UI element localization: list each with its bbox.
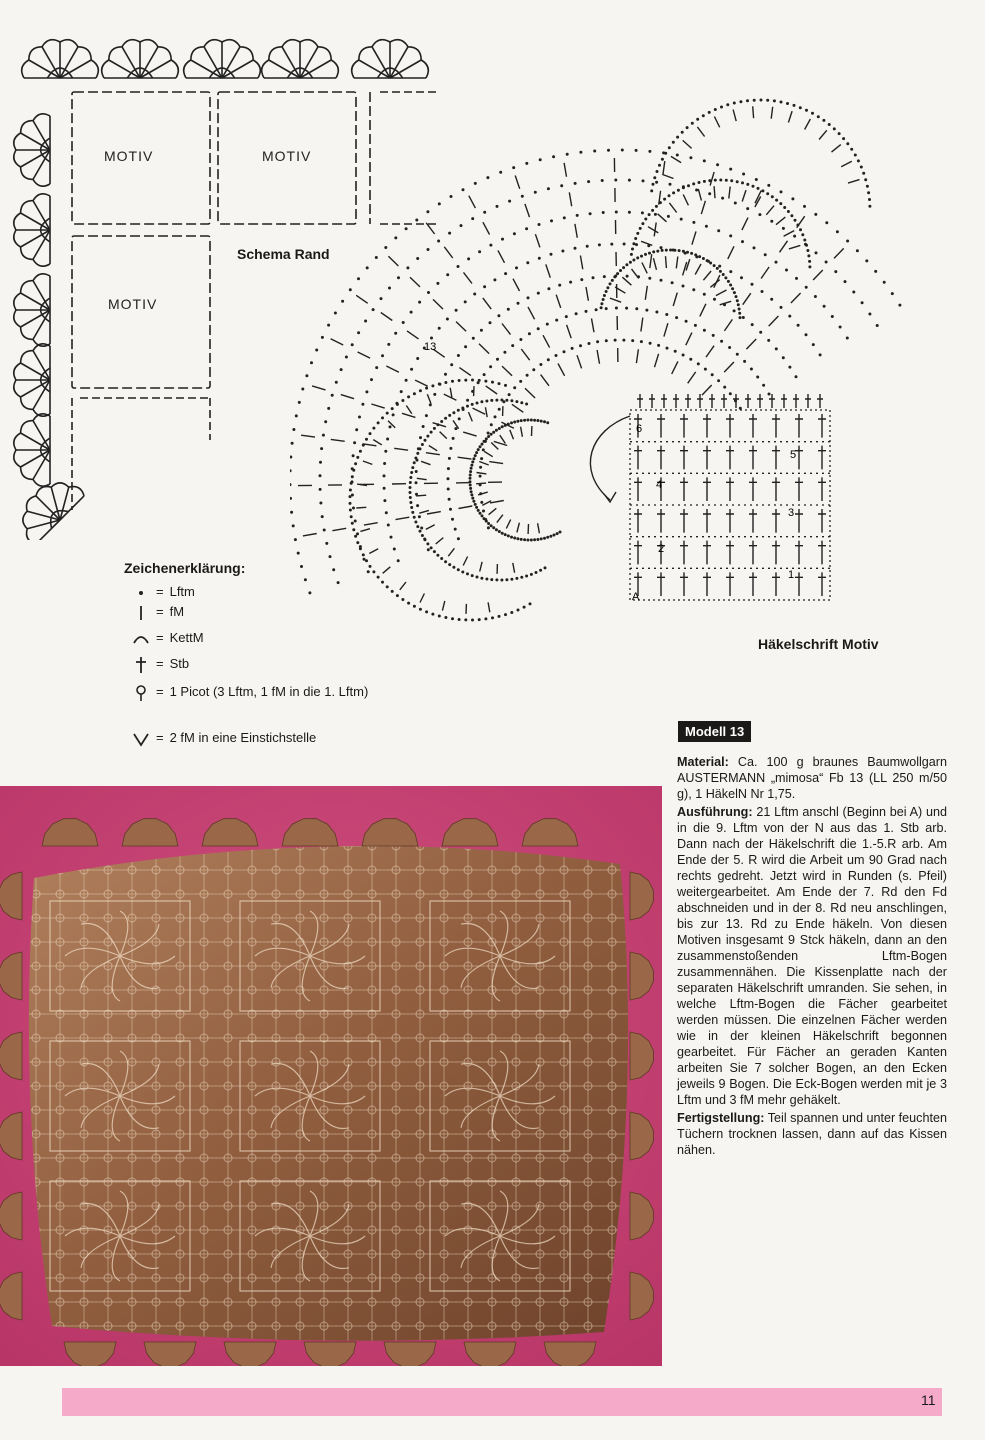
- row-label: 6: [636, 423, 643, 435]
- legend-item: = Stb: [132, 656, 189, 674]
- legend-text: KettM: [169, 630, 204, 645]
- fertigstellung-paragraph: [677, 1110, 947, 1158]
- arc-icon: [132, 630, 150, 648]
- v-icon: [132, 730, 150, 748]
- motif-box: [72, 236, 210, 388]
- legend-item: = 1 Picot (3 Lftm, 1 fM in die 1. Lftm): [132, 684, 372, 702]
- footer-color-bar: [62, 1388, 942, 1416]
- instructions-text: [677, 754, 947, 1160]
- vertical-bar-icon: [132, 604, 150, 622]
- motif-label: MOTIV: [262, 148, 312, 164]
- pillow-photo: [0, 786, 662, 1366]
- row-label: 2: [658, 543, 665, 555]
- model-badge: Modell 13: [678, 721, 751, 742]
- legend-text: 1 Picot (3 Lftm, 1 fM in die 1. Lftm): [169, 684, 369, 699]
- picot-icon: [132, 684, 150, 702]
- fertigstellung-text: Teil spannen und unter feuchten Tüchern trocknen lassen, dann auf das Kissen nähen.: [677, 1111, 947, 1157]
- fan-shape: [14, 114, 50, 186]
- legend-item: = KettM: [132, 630, 204, 648]
- start-label: A: [632, 591, 640, 603]
- legend-title: Zeichenerklärung:: [124, 560, 246, 576]
- fan-shape: [14, 274, 50, 346]
- legend-item: = Lftm: [132, 584, 195, 602]
- fan-shape: [14, 194, 50, 266]
- fan-shape: [184, 40, 261, 78]
- legend-item: = 2 fM in eine Einstichstelle: [132, 730, 316, 748]
- fan-shape: [9, 469, 86, 540]
- dot-icon: [132, 584, 150, 602]
- ausfuehrung-text: 21 Lftm anschl (Beginn bei A) und in die 9. Lftm von der N aus das 1. Stb arb. Dann nach der Häkelschrift die 1.-5.R arb. Am Ende der 5. R wird die Arbeit um 90 Grad nach rechts gedreht. Jetzt wird in Runden (s. Pfeil) weitergearbeitet. Am Ende der 7. Rd den Fd abschneiden und in der 8. Rd neu anschlingen, bis zur 13. Rd zu Ende häkeln. Von diesen Motiven insgesamt 9 Stck häkeln, dann an den zusammenstoßenden Lftm-Bogen zusammennähen. Die Kissenplatte nach der separaten Häkelschrift umranden. Sie sehen, in welche Lftm-Bogen die Fächer gearbeitet werden müssen. Die einzelnen Fächer werden wie in der kleinen Häkelschrift begonnen gearbeitet. Für Fächer an geraden Kanten arbeiten Sie 7 solcher Bogen, an den Ecken jeweils 9 Bogen. Die Eck-Bogen werden mit je 3 Lftm und 3 fM mehr gehäkelt.: [677, 805, 947, 1107]
- material-paragraph: [677, 754, 947, 802]
- schema-rand-caption: Schema Rand: [237, 246, 330, 262]
- fan-shape: [14, 414, 50, 486]
- legend-text: Stb: [169, 656, 190, 671]
- legend-item: = fM: [132, 604, 184, 622]
- ausfuehrung-paragraph: [677, 804, 947, 1108]
- fan-shape: [22, 40, 99, 78]
- material-label: Material:: [677, 755, 729, 769]
- legend-text: 2 fM in eine Einstichstelle: [169, 730, 317, 745]
- row-label: 3: [788, 507, 795, 519]
- fan-shape: [14, 344, 50, 416]
- direction-arrow: [590, 416, 630, 500]
- motif-label: MOTIV: [108, 296, 158, 312]
- haekelschrift-drawing: [290, 60, 950, 720]
- legend-text: fM: [169, 604, 185, 619]
- row-label: 5: [790, 449, 797, 461]
- fan-shape: [102, 40, 179, 78]
- row-label: 13: [424, 341, 437, 353]
- page-number: 11: [921, 1392, 936, 1408]
- row-label: 4: [656, 479, 663, 491]
- fertigstellung-label: Fertigstellung:: [677, 1111, 765, 1125]
- row-label: 1: [788, 569, 795, 581]
- haekelschrift-caption: Häkelschrift Motiv: [758, 636, 879, 652]
- ausfuehrung-label: Ausführung:: [677, 805, 753, 819]
- material-text: Ca. 100 g braunes Baumwollgarn AUSTERMANN „mimosa“ Fb 13 (LL 250 m/50 g), 1 HäkelN Nr 1,75.: [677, 755, 948, 801]
- cross-stitch-icon: [132, 656, 150, 674]
- legend-text: Lftm: [169, 584, 195, 599]
- motif-label: MOTIV: [104, 148, 154, 164]
